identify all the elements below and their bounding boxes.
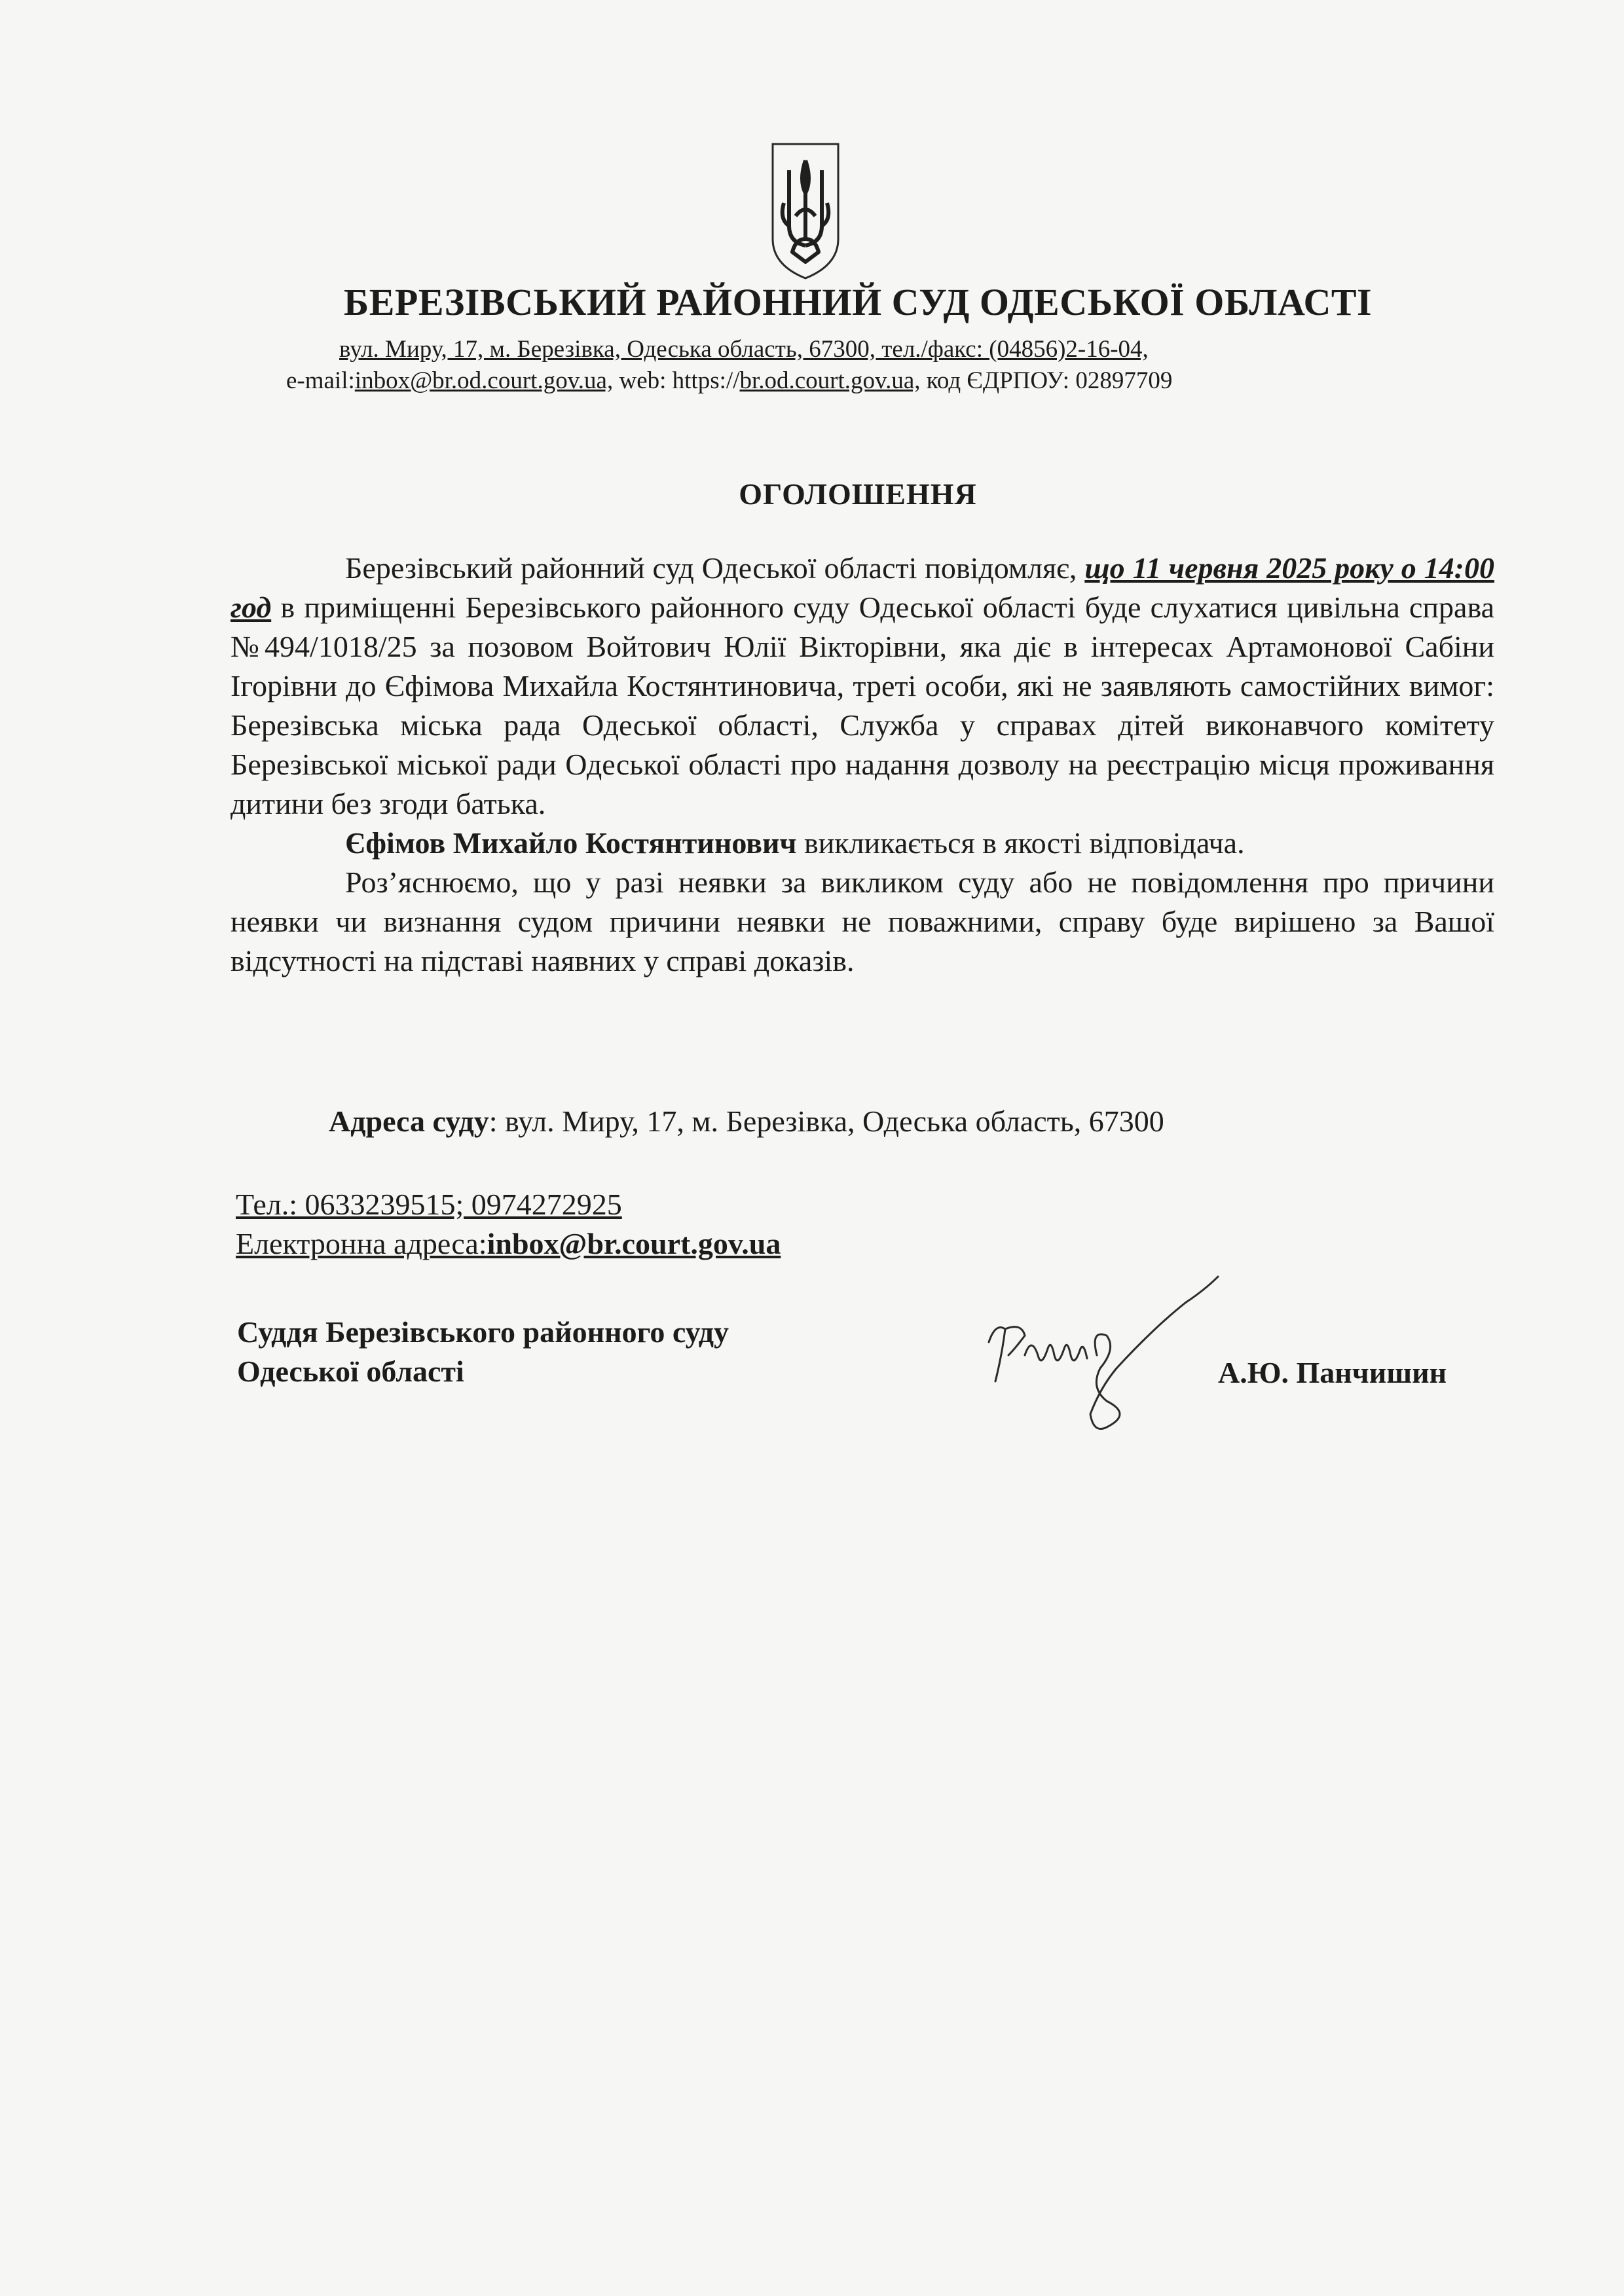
- trident-emblem-icon: [769, 141, 841, 282]
- judge-title-line-2: Одеської області: [237, 1355, 464, 1388]
- phone-numbers: Тел.: 0633239515; 0974272925: [236, 1188, 622, 1221]
- court-address-label: Адреса суду: [329, 1104, 489, 1138]
- court-contact-line: [286, 367, 1399, 395]
- announcement-body: [231, 549, 1494, 981]
- p1-details: в приміщенні Березівського районного суду Одеської області буде слухатися цивільна справа №494/1018/25 за позовом Войтович Юлії Вікторівни, яка діє в інтересах Артамонової Сабіни Ігорівни до Єфімова Михайла Костянтиновича, треті особи, які не заявляють самостійних вимог: Березівська міська рада Одеської області, Служба у справах дітей виконавчого комітету Березівської міської ради Одеської області про надання дозволу на реєстрацію місця проживання дитини без згоди батька.: [231, 591, 1494, 820]
- court-web-link[interactable]: br.od.court.gov.ua,: [739, 367, 921, 394]
- judge-title-line-1: Суддя Березівського районного суду: [237, 1315, 729, 1349]
- edrpou-code: код ЄДРПОУ: 02897709: [920, 367, 1173, 394]
- court-name: БЕРЕЗІВСЬКИЙ РАЙОННИЙ СУД ОДЕСЬКОЇ ОБЛАСТІ: [343, 281, 1373, 323]
- web-prefix: web: https://: [613, 367, 740, 394]
- announcement-paragraph-1: [231, 549, 1494, 824]
- contact-email-link[interactable]: inbox@br.court.gov.ua: [487, 1227, 781, 1260]
- announcement-paragraph-3: Роз’яснюємо, що у разі неявки за викликом суду або не повідомлення про причини неявки чи визнання судом причини неявки не поважними, справу буде вирішено за Вашої відсутності на підставі наявних у справі доказів.: [231, 866, 1494, 977]
- court-email-link[interactable]: inbox@br.od.court.gov.ua,: [354, 367, 614, 394]
- p1-intro: Березівський районний суд Одеської області повідомляє,: [345, 551, 1085, 585]
- court-address-line: вул. Миру, 17, м. Березівка, Одеська область, 67300, тел./факс: (04856)2-16-04,: [339, 336, 1149, 363]
- p2-rest: викликається в якості відповідача.: [796, 826, 1245, 860]
- hearing-date: що 11 червня 2025 року о 14:00 год: [231, 551, 1494, 624]
- judge-name: А.Ю. Панчишин: [1218, 1356, 1447, 1389]
- email-label: Електронна адреса:: [236, 1227, 487, 1260]
- court-address: [329, 1104, 1164, 1139]
- email-prefix: e-mail:: [286, 367, 355, 394]
- judge-title: [237, 1313, 729, 1391]
- announcement-paragraph-2: [231, 824, 1494, 863]
- court-address-value: : вул. Миру, 17, м. Березівка, Одеська область, 67300: [489, 1104, 1164, 1138]
- document-title: ОГОЛОШЕННЯ: [739, 477, 977, 511]
- contact-block: [236, 1185, 781, 1264]
- defendant-name: Єфімов Михайло Костянтинович: [345, 826, 797, 860]
- email-line: [236, 1224, 781, 1264]
